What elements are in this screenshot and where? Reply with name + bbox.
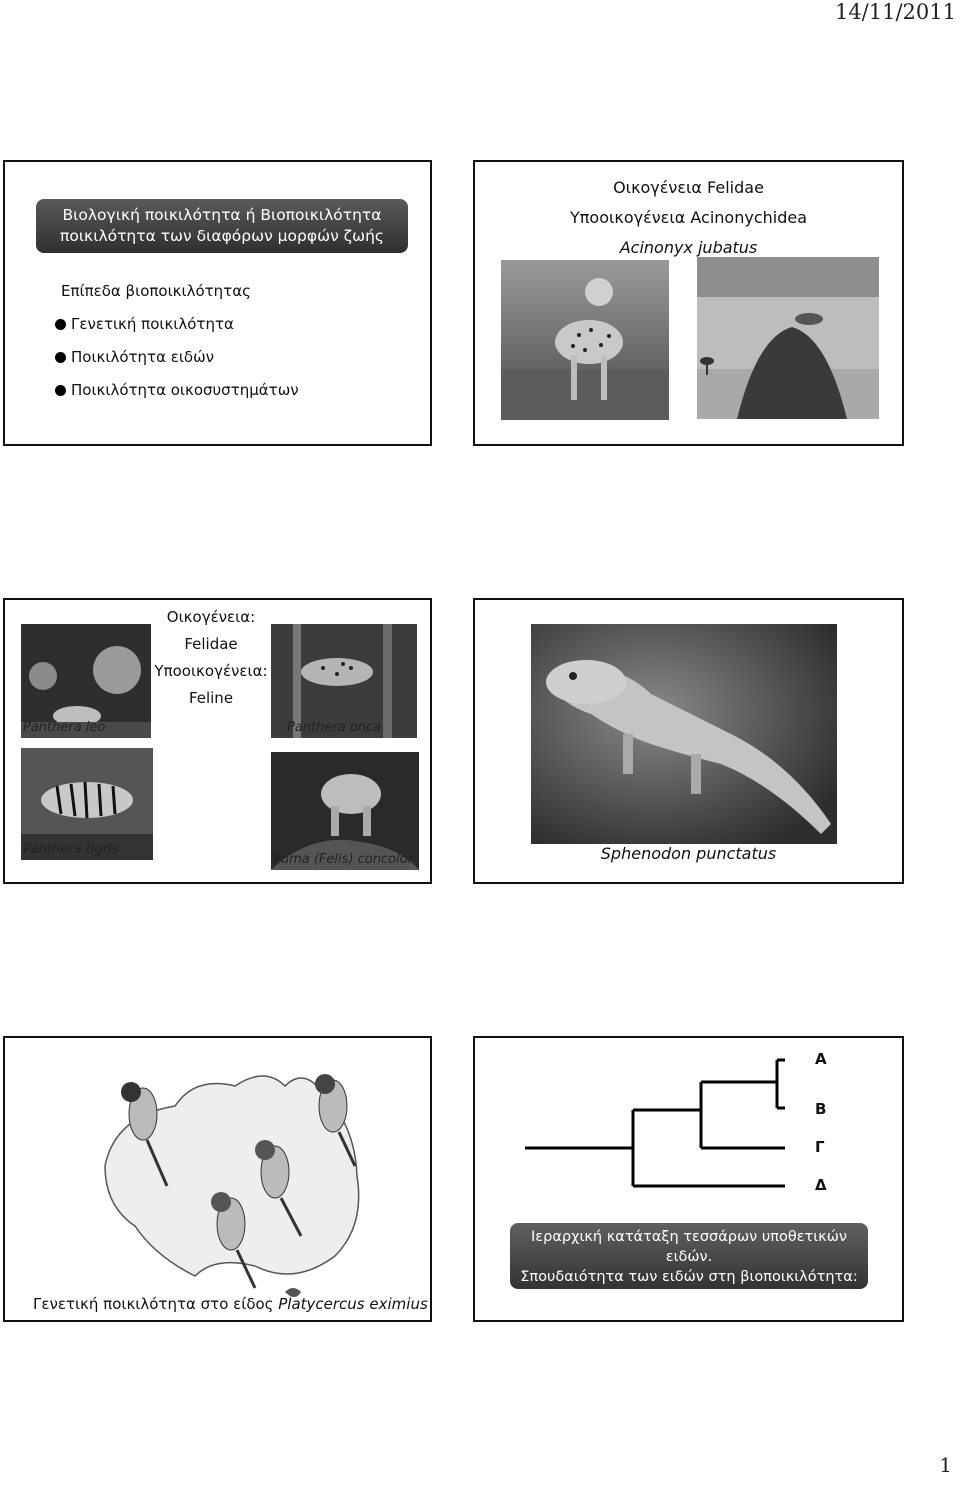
genetic-diversity-caption: Γενετική ποικιλότητα στο είδος Platycercus eximius bbox=[33, 1295, 428, 1313]
species-label: Sphenodon punctatus bbox=[600, 844, 777, 863]
tiger-photo bbox=[21, 748, 153, 860]
australia-parrots-illustration bbox=[95, 1056, 395, 1306]
hierarchy-info-box bbox=[510, 1223, 868, 1305]
lion-photo bbox=[21, 624, 151, 738]
bullet-icon bbox=[55, 352, 66, 363]
species-label-g: Γ bbox=[815, 1138, 825, 1156]
slide-sphenodon bbox=[473, 598, 904, 884]
slide-biodiversity-definition bbox=[3, 160, 432, 446]
puma-photo bbox=[271, 752, 419, 870]
print-date: 14/11/2011 bbox=[834, 0, 956, 24]
tiger-caption: Panthera tigris bbox=[23, 842, 119, 857]
jaguar-caption: Panthera onca bbox=[287, 720, 382, 735]
title-line-2: ποικιλότητα των διαφόρων μορφών ζωής bbox=[60, 227, 384, 245]
subfamily-label: Υποοικογένεια: bbox=[154, 662, 268, 680]
page-number: 1 bbox=[939, 1453, 952, 1477]
family-name: Felidae bbox=[184, 635, 238, 653]
subfamily-name: Feline bbox=[188, 689, 234, 707]
slide-species-hierarchy bbox=[473, 1036, 904, 1322]
levels-heading: Επίπεδα βιοποικιλότητας bbox=[61, 282, 251, 300]
list-item: Ποικιλότητα οικοσυστημάτων bbox=[55, 380, 299, 413]
species-label-a: Α bbox=[815, 1050, 827, 1068]
slide-felinae bbox=[3, 598, 432, 884]
levels-list bbox=[55, 314, 299, 413]
info-line-2: Σπουδαιότητα των ειδών στη βιοποικιλότητα: bbox=[520, 1269, 858, 1285]
species-label-b: Β bbox=[815, 1100, 827, 1118]
taxonomy-label bbox=[151, 604, 271, 712]
jaguar-photo bbox=[271, 624, 417, 738]
cheetah-photo bbox=[501, 260, 669, 420]
family-label: Οικογένεια: bbox=[166, 608, 256, 626]
info-line-3: Α = Β< Γ < Δ. bbox=[638, 1289, 740, 1305]
info-line-1: Ιεραρχική κατάταξη τεσσάρων υποθετικών ειδών. bbox=[531, 1229, 847, 1265]
cladogram-diagram bbox=[525, 1052, 785, 1192]
species-label: Acinonyx jubatus bbox=[619, 238, 758, 257]
title-line-1: Βιολογική ποικιλότητα ή Βιοποικιλότητα bbox=[62, 206, 382, 224]
subfamily-label: Υποοικογένεια Acinonychidea bbox=[570, 208, 807, 227]
slide-title-box bbox=[36, 199, 408, 253]
tuatara-photo bbox=[531, 624, 837, 844]
slide-acinonyx bbox=[473, 160, 904, 446]
list-item: Γενετική ποικιλότητα bbox=[55, 314, 299, 347]
lion-caption: Panthera leo bbox=[23, 720, 106, 735]
family-label: Οικογένεια Felidae bbox=[613, 178, 764, 197]
bullet-icon bbox=[55, 319, 66, 330]
bullet-icon bbox=[55, 385, 66, 396]
list-item: Ποικιλότητα ειδών bbox=[55, 347, 299, 380]
puma-caption: Puma (Felis) concolor bbox=[273, 852, 413, 867]
slide-platycercus bbox=[3, 1036, 432, 1322]
cheetah-on-mound-photo bbox=[697, 257, 879, 419]
species-label-d: Δ bbox=[815, 1176, 827, 1194]
